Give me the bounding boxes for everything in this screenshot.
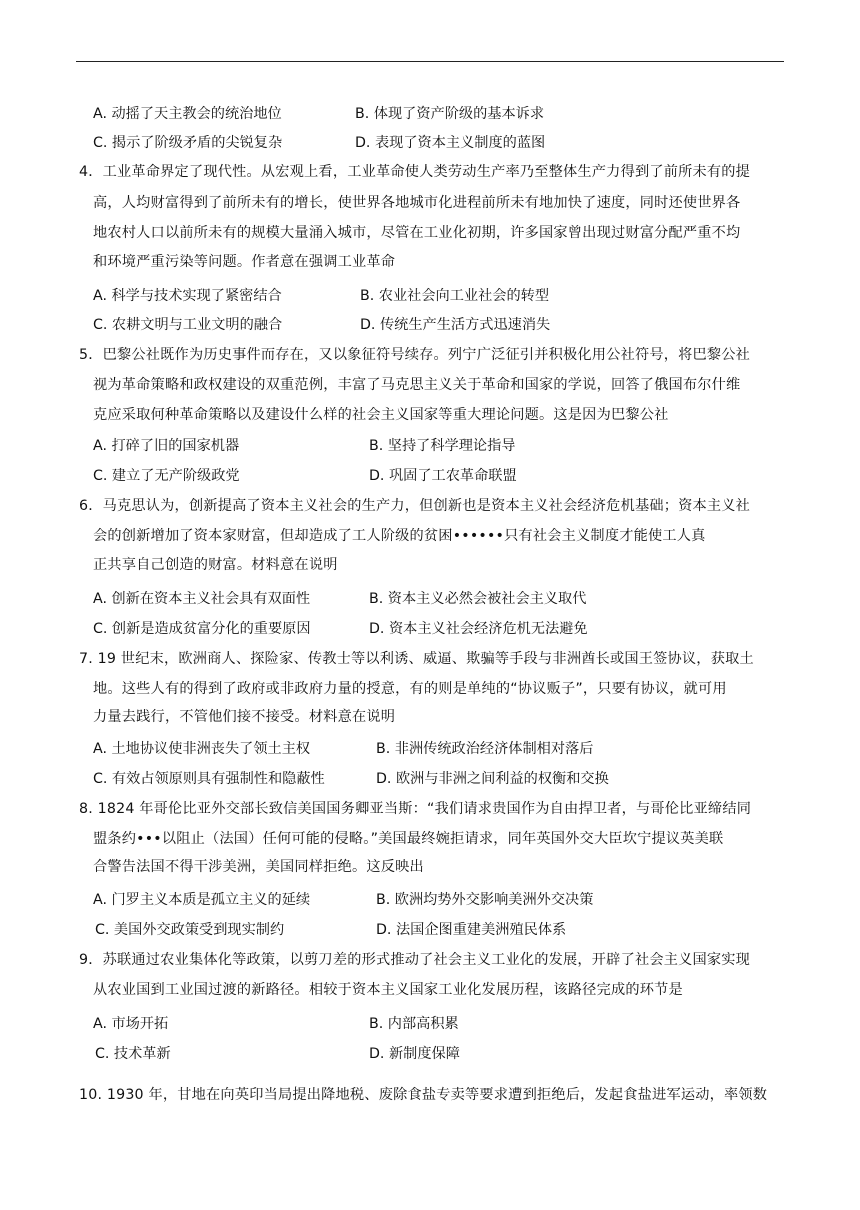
q6-option-b: B. 资本主义必然会被社会主义取代 <box>369 591 587 607</box>
q6-stem-line-3: 正共享自己创造的财富。材料意在说明 <box>93 557 338 573</box>
q5-option-d: D. 巩固了工农革命联盟 <box>369 468 517 484</box>
q10-stem-line-1: 10. 1930 年，甘地在向英印当局提出降地税、废除食盐专卖等要求遭到拒绝后，发起食盐进军运动，率领数 <box>79 1087 768 1103</box>
q7-stem-line-2: 地。这些人有的得到了政府或非政府力量的授意，有的则是单纯的“协议贩子”，只要有协议，就可用 <box>93 681 727 697</box>
q8-stem-line-1: 8. 1824 年哥伦比亚外交部长致信美国国务卿亚当斯：“我们请求贵国作为自由捍卫者，与哥伦比亚缔结同 <box>79 801 752 817</box>
q4-stem-line-2: 高，人均财富得到了前所未有的增长，使世界各地城市化进程前所未有地加快了速度，同时还使世界各 <box>93 195 741 211</box>
q6-option-c: C. 创新是造成贫富分化的重要原因 <box>93 621 311 637</box>
q4-option-c: C. 农耕文明与工业文明的融合 <box>93 317 283 333</box>
q8-stem-line-3: 合警告法国不得干涉美洲，美国同样拒绝。这反映出 <box>93 859 424 875</box>
q8-option-a: A. 门罗主义本质是孤立主义的延续 <box>93 892 311 908</box>
q9-option-c: C. 技术革新 <box>95 1046 171 1062</box>
q7-stem-line-1: 7. 19 世纪末，欧洲商人、探险家、传教士等以利诱、威逼、欺骗等手段与非洲酋长或国王签协议，获取土 <box>79 651 754 667</box>
q9-stem-line-2: 从农业国到工业国过渡的新路径。相较于资本主义国家工业化发展历程，该路径完成的环节是 <box>93 982 683 998</box>
q6-option-a: A. 创新在资本主义社会具有双面性 <box>93 591 311 607</box>
q7-option-c: C. 有效占领原则具有强制性和隐蔽性 <box>93 771 325 787</box>
q4-option-a: A. 科学与技术实现了紧密结合 <box>93 288 282 304</box>
q4-stem-line-3: 地农村人口以前所未有的规模大量涌入城市，尽管在工业化初期，许多国家曾出现过财富分配严重不均 <box>93 225 741 241</box>
q7-option-d: D. 欧洲与非洲之间利益的权衡和交换 <box>376 771 609 787</box>
q9-option-d: D. 新制度保障 <box>369 1046 460 1062</box>
q5-stem-line-3: 克应采取何种革命策略以及建设什么样的社会主义国家等重大理论问题。这是因为巴黎公社 <box>93 407 669 423</box>
q5-option-a: A. 打碎了旧的国家机器 <box>93 438 240 454</box>
q7-option-b: B. 非洲传统政治经济体制相对落后 <box>376 741 594 757</box>
q7-option-a: A. 土地协议使非洲丧失了领土主权 <box>93 741 311 757</box>
q5-option-b: B. 坚持了科学理论指导 <box>369 438 516 454</box>
q4-option-d: D. 传统生产生活方式迅速消失 <box>360 317 551 333</box>
q3-option-a: A. 动摇了天主教会的统治地位 <box>93 106 282 122</box>
q8-option-c: C. 美国外交政策受到现实制约 <box>95 922 285 938</box>
q9-option-b: B. 内部高积累 <box>369 1016 459 1032</box>
q4-stem-line-4: 和环境严重污染等问题。作者意在强调工业革命 <box>93 254 396 270</box>
q3-option-c: C. 揭示了阶级矛盾的尖锐复杂 <box>93 135 283 151</box>
q6-option-d: D. 资本主义社会经济危机无法避免 <box>369 621 588 637</box>
q8-option-b: B. 欧洲均势外交影响美洲外交决策 <box>376 892 594 908</box>
q4-stem-line-1: 4．工业革命界定了现代性。从宏观上看，工业革命使人类劳动生产率乃至整体生产力得到了前所未有的提 <box>79 164 751 180</box>
q4-option-b: B. 农业社会向工业社会的转型 <box>360 288 550 304</box>
q9-option-a: A. 市场开拓 <box>93 1016 169 1032</box>
q3-option-b: B. 体现了资产阶级的基本诉求 <box>355 106 545 122</box>
q5-option-c: C. 建立了无产阶级政党 <box>93 468 240 484</box>
q8-stem-line-2: 盟条约•••以阻止（法国）任何可能的侵略。”美国最终婉拒请求，同年英国外交大臣坎宁提议英美联 <box>93 831 724 847</box>
q5-stem-line-2: 视为革命策略和政权建设的双重范例，丰富了马克思主义关于革命和国家的学说，回答了俄国布尔什维 <box>93 377 741 393</box>
q6-stem-line-1: 6．马克思认为，创新提高了资本主义社会的生产力，但创新也是资本主义社会经济危机基础；资本主义社 <box>79 498 751 514</box>
q5-stem-line-1: 5．巴黎公社既作为历史事件而存在，又以象征符号续存。列宁广泛征引并积极化用公社符号，将巴黎公社 <box>79 347 751 363</box>
header-rule <box>76 61 784 62</box>
q9-stem-line-1: 9．苏联通过农业集体化等政策，以剪刀差的形式推动了社会主义工业化的发展，开辟了社会主义国家实现 <box>79 952 751 968</box>
q8-option-d: D. 法国企图重建美洲殖民体系 <box>376 922 567 938</box>
q6-stem-line-2: 会的创新增加了资本家财富，但却造成了工人阶级的贫困••••••只有社会主义制度才能使工人真 <box>93 528 706 544</box>
q3-option-d: D. 表现了资本主义制度的蓝图 <box>355 135 546 151</box>
q7-stem-line-3: 力量去践行，不管他们接不接受。材料意在说明 <box>93 709 396 725</box>
